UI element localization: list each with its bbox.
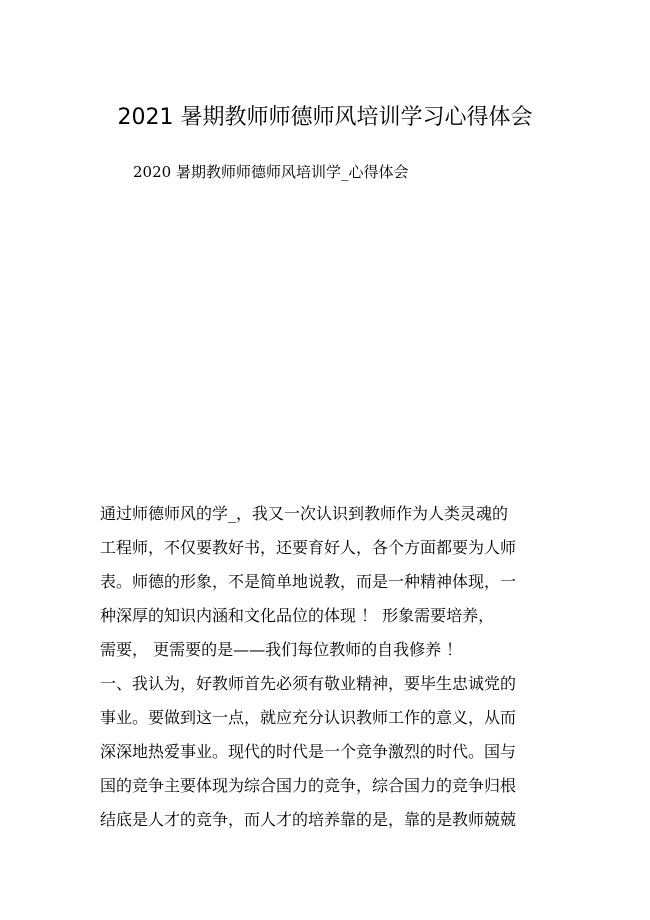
document-subtitle: 2020 暑期教师师德师风培训学_心得体会 (133, 163, 409, 181)
body-line: 国的竞争主要体现为综合国力的竞争，综合国力的竞争归根 (100, 776, 517, 795)
document-body (100, 497, 556, 837)
body-line: 表。师德的形象，不是简单地说教，而是一种精神体现，一 (100, 572, 517, 591)
body-line: 一、我认为，好教师首先必须有敬业精神，要毕生忠诚党的 (100, 674, 517, 693)
body-line: 需要， 更需要的是——我们每位教师的自我修养 ！ (100, 640, 463, 659)
body-line: 通过师德师风的学_，我又一次认识到教师作为人类灵魂的 (100, 504, 509, 523)
document-title: 2021 暑期教师师德师风培训学习心得体会 (117, 105, 533, 130)
body-line: 深深地热爱事业。现代的时代是一个竞争激烈的时代。国与 (100, 742, 517, 761)
body-line: 事业。要做到这一点，就应充分认识教师工作的意义，从而 (100, 708, 517, 727)
body-line: 工程师，不仅要教好书，还要育好人，各个方面都要为人师 (100, 538, 517, 557)
body-line: 种深厚的知识内涵和文化品位的体现 ！ 形象需要培养， (100, 606, 495, 625)
body-line: 结底是人才的竞争，而人才的培养靠的是，靠的是教师兢兢 (100, 810, 517, 829)
